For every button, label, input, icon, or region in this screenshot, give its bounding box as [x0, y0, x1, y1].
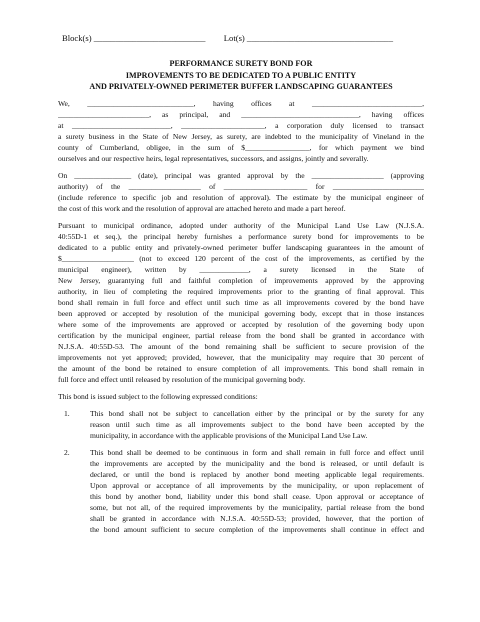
- paragraph-line: authority, in lieu of completing the required improvements prior to the granting of final approval. This: [58, 286, 424, 296]
- condition-item: [58, 447, 424, 535]
- lot-field: Lot(s) __________________________________: [223, 33, 394, 43]
- condition-text: [82, 408, 424, 441]
- parties-paragraph: [58, 98, 424, 164]
- paragraph-line: improvements not yet approved; provided, however, that the municipality may require that 30 percent of: [58, 352, 424, 362]
- condition-line: This bond shall be deemed to be continuous in form and shall remain in full force and effect until: [90, 447, 424, 457]
- condition-line: Upon approval or acceptance of all improvements by the municipality, or upon replacement of: [90, 480, 424, 490]
- condition-line: the bond amount sufficient to secure completion of the improvements shall continue in effect and: [90, 524, 424, 534]
- paragraph-line: authority) of the ___________________ of ______________________ for ________________________: [58, 181, 424, 191]
- condition-number: 1.: [64, 408, 70, 418]
- paragraph-line: N.J.S.A. 40:55D-53. The amount of the bond remaining shall be sufficient to secure provision of the: [58, 341, 424, 351]
- paragraph-line: bond shall remain in full force and effect until such time as all improvements covered by the bond have: [58, 297, 424, 307]
- condition-line: reason until such time as all improvements subject to the bond have been accepted by the: [90, 419, 424, 429]
- paragraph-line: $___________________ (not to exceed 120 percent of the cost of the improvements, as certified by the: [58, 253, 424, 263]
- paragraph-line: 40:55D-1 et seq.), the principal hereby furnishes a performance surety bond for improvements to be: [58, 231, 424, 241]
- paragraph-line: On _______________ (date), principal was granted approval by the ___________________ (approving: [58, 170, 424, 180]
- paragraph-line: a surety business in the State of New Jersey, as surety, are indebted to the municipality of Vineland in the: [58, 131, 424, 141]
- title-line-2: IMPROVEMENTS TO BE DEDICATED TO A PUBLIC ENTITY: [125, 70, 357, 80]
- conditions-list: [58, 408, 424, 535]
- document-title: [58, 58, 424, 93]
- condition-line: shall be granted in accordance with N.J.S.A. 40:55D-53; provided, however, that the portion of: [90, 513, 424, 523]
- block-field: Block(s) __________________________: [62, 33, 206, 43]
- paragraph-line: full force and effect until released by resolution of the municipal governing body.: [58, 374, 306, 384]
- paragraph-line: dedicated to a public entity and privately-owned perimeter buffer landscaping guarantees in the amount of: [58, 242, 424, 252]
- paragraph-line: the cost of this work and the resolution of approval are attached hereto and made a part hereof.: [58, 203, 346, 213]
- paragraph-line: ________________________, as principal, and _______________________________, having offices: [58, 109, 424, 119]
- condition-line: the improvements are accepted by the municipality and the bond is released, or until default is: [90, 458, 424, 468]
- paragraph-line: at __________________________, ______________________, a corporation duly licensed to transact: [58, 120, 424, 130]
- condition-line: municipality, in accordance with the applicable provisions of the Municipal Land Use Law.: [90, 430, 368, 440]
- paragraph-line: certification by the municipal engineer, partial release from the bond shall be granted in accordance with: [58, 330, 424, 340]
- paragraph-line: We, ____________________________, having offices at _____________________________,: [58, 98, 424, 108]
- condition-line: declared, or until the bond is replaced by another bond meeting applicable legal requirements.: [90, 469, 424, 479]
- approval-paragraph: [58, 170, 424, 214]
- condition-number: 2.: [64, 447, 70, 457]
- title-line-1: PERFORMANCE SURETY BOND FOR: [169, 59, 313, 68]
- condition-line: This bond shall not be subject to cancellation either by the principal or by the surety for any: [90, 408, 424, 418]
- paragraph-line: where some of the improvements are approved or accepted by resolution of the governing body upon: [58, 319, 424, 329]
- title-line-3: AND PRIVATELY-OWNED PERIMETER BUFFER LANDSCAPING GUARANTEES: [89, 82, 393, 91]
- paragraph-line: ourselves and our respective heirs, legal representatives, successors, and assigns, jointly and severally.: [58, 153, 369, 163]
- condition-line: some, but not all, of the required improvements by the municipality, partial release from the bond: [90, 502, 424, 512]
- condition-line: this bond by another bond, liability under this bond shall cease. Upon approval or acceptance of: [90, 491, 424, 501]
- paragraph-line: Pursuant to municipal ordinance, adopted under authority of the Municipal Land Use Law (N.J.S.A.: [58, 220, 424, 230]
- paragraph-line: New Jersey, guarantying full and faithful completion of improvements approved by the approving: [58, 275, 424, 285]
- paragraph-line: been approved or accepted by resolution of the municipal governing body, except that in those instances: [58, 308, 424, 318]
- condition-text: [82, 447, 424, 535]
- condition-item: [58, 408, 424, 441]
- paragraph-line: the amount of the bond be retained to ensure completion of all improvements. This bond shall remain in: [58, 363, 424, 373]
- ordinance-paragraph: [58, 220, 424, 385]
- paragraph-line: (include reference to specific job and resolution of approval). The estimate by the municipal engineer of: [58, 192, 424, 202]
- conditions-intro: This bond is issued subject to the following expressed conditions:: [58, 391, 258, 401]
- paragraph-line: municipal engineer), written by _____________, a surety licensed in the State of: [58, 264, 424, 274]
- header-fields: [58, 32, 424, 44]
- paragraph-line: county of Cumberland, obligee, in the sum of $_________________, for which payment we bind: [58, 142, 424, 152]
